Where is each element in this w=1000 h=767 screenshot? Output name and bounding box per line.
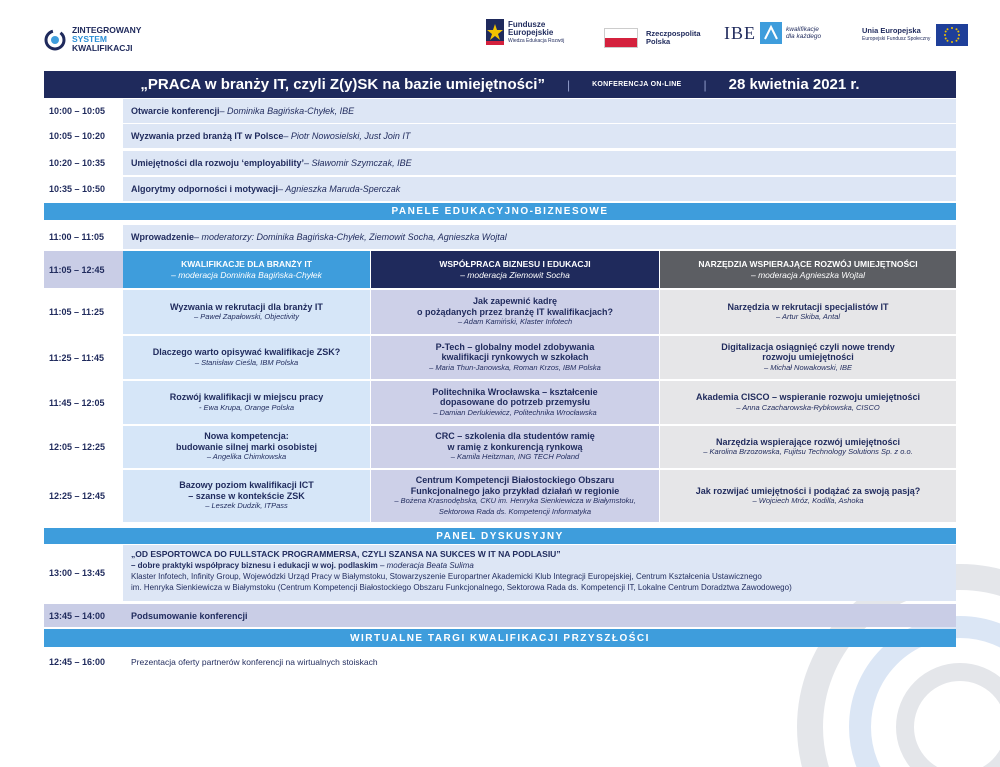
ibe-tag1: kwalifikacje xyxy=(786,25,819,33)
discussion-subtitle: – dobre praktyki współpracy biznesu i edukacji w woj. podlaskim xyxy=(131,561,378,570)
agenda-item xyxy=(123,99,956,123)
panel-row-time: 12:05 – 12:25 xyxy=(49,442,106,452)
session-title: Jak zapewnić kadrę o pożądanych przez branżę IT kwalifikacjach? xyxy=(416,296,614,317)
title-bar xyxy=(44,71,956,98)
discussion-title: „OD ESPORTOWCA DO FULLSTACK PROGRAMMERSA, CZYLI SZANSA NA SUKCES W IT NA PODLASIU” xyxy=(131,549,561,559)
session-title: Wyzwania w rekrutacji dla branży IT xyxy=(170,301,323,312)
section-header-discussion: PANEL DYSKUSYJNY xyxy=(44,528,956,544)
rp-line2: Polska xyxy=(646,37,671,46)
agenda-time: 10:35 – 10:50 xyxy=(49,184,106,194)
agenda-speaker: – Dominika Bagińska-Chyłek, IBE xyxy=(219,106,355,116)
panel-session xyxy=(123,336,370,379)
panel-session xyxy=(660,426,956,468)
agenda-title: Umiejętności dla rozwoju ‘employability’ xyxy=(131,158,305,168)
panel-column-moderator: – moderacja Ziemowit Socha xyxy=(460,269,570,280)
discussion-time: 13:00 – 13:45 xyxy=(49,568,106,578)
fundusze-europejskie-logo xyxy=(486,19,564,45)
agenda-time: 10:20 – 10:35 xyxy=(49,158,106,168)
session-speaker: – Artur Skiba, Antal xyxy=(775,312,841,321)
session-speaker: – Paweł Zapałowski, Objectivity xyxy=(193,312,300,321)
ue-sub: Europejski Fundusz Społeczny xyxy=(862,36,931,42)
session-speaker: – Karolina Brzozowska, Fujitsu Technology Solutions Sp. z o.o. xyxy=(703,447,913,456)
session-title: CRC – szkolenia dla studentów ramię w ramię z konkurencją rynkową xyxy=(435,431,595,452)
session-title: Akademia CISCO – wspieranie rozwoju umiejętności xyxy=(695,392,921,402)
fair-item: Prezentacja oferty partnerów konferencji na wirtualnych stoiskach xyxy=(131,657,378,667)
summary-time: 13:45 – 14:00 xyxy=(44,604,123,627)
fe-sub: Wiedza Edukacja Rozwój xyxy=(508,37,565,44)
session-speaker: – Angelika Chimkowska xyxy=(206,452,287,462)
session-speaker: – Damian Derlukiewicz, Politechnika Wrocławska xyxy=(433,407,597,417)
session-title: Dlaczego warto opisywać kwalifikacje ZSK? xyxy=(152,347,341,357)
ue-line1: Unia Europejska xyxy=(862,26,921,35)
panel-column-header xyxy=(660,251,956,288)
panel-session xyxy=(660,290,956,334)
conference-title: „PRACA w branży IT, czyli Z(y)SK na bazie umiejętności” xyxy=(140,76,545,93)
agenda-speaker: – Sławomir Szymczak, IBE xyxy=(304,158,412,168)
zsk-logo xyxy=(44,26,141,53)
session-title: Centrum Kompetencji Białostockiego Obszaru Funkcjonalnego jako przykład działań w regionie xyxy=(410,475,620,496)
panel-column-moderator: – moderacja Dominika Bagińska-Chyłek xyxy=(171,269,322,280)
conference-mode: KONFERENCJA ON-LINE xyxy=(592,81,682,88)
agenda-title: Otwarcie konferencji xyxy=(131,106,220,116)
session-speaker: – Michał Nowakowski, IBE xyxy=(764,362,852,372)
ibe-tag2: dla każdego xyxy=(786,33,822,40)
intro-title: Wprowadzenie xyxy=(131,232,195,242)
agenda-title: Wyzwania przed branżą IT w Polsce xyxy=(131,131,284,141)
unia-europejska-logo xyxy=(862,24,968,46)
fe-star-icon xyxy=(486,19,504,45)
zsk-ring-icon xyxy=(44,29,66,51)
ibe-name: IBE xyxy=(724,22,756,43)
agenda-item xyxy=(123,177,956,201)
panel-time: 11:05 – 12:45 xyxy=(44,251,123,288)
discussion-participants: Klaster Infotech, Infinity Group, Wojewódzki Urząd Pracy w Białymstoku, Stowarzyszenie Europartner Akademicki Klub Integracji Europejskiej, Centrum Kształcenia Ustawicznego xyxy=(131,572,762,581)
panel-column-header xyxy=(123,251,370,288)
panel-session xyxy=(371,336,659,379)
session-speaker: – Stanisław Cieśla, IBM Polska xyxy=(194,357,299,367)
conference-date: 28 kwietnia 2021 r. xyxy=(728,76,860,93)
agenda-speaker: – Piotr Nowosielski, Just Join IT xyxy=(283,131,411,141)
panel-session xyxy=(660,381,956,424)
panel-column-title: NARZĘDZIA WSPIERAJĄCE ROZWÓJ UMIEJĘTNOŚCI xyxy=(698,258,918,269)
agenda-speaker: – Agnieszka Maruda-Sperczak xyxy=(278,184,401,194)
panel-column-moderator: – moderacja Agnieszka Wojtal xyxy=(750,269,865,280)
title-separator: | xyxy=(566,77,571,92)
session-speaker: – Wojciech Mróz, Kodilla, Ashoka xyxy=(752,496,864,505)
session-title: Narzędzia w rekrutacji specjalistów IT xyxy=(727,301,889,312)
panel-row-time: 11:45 – 12:05 xyxy=(49,397,105,408)
intro-time: 11:00 – 11:05 xyxy=(49,232,105,242)
panel-column-header xyxy=(371,251,659,288)
session-speaker: – Leszek Dudzik, ITPass xyxy=(205,501,288,511)
session-speaker: – Anna Czacharowska-Rybkowska, CISCO xyxy=(736,402,880,412)
panel-session xyxy=(660,336,956,379)
session-speaker: – Maria Thun-Janowska, Roman Krzos, IBM Polska xyxy=(429,362,601,372)
panel-row-time: 11:05 – 11:25 xyxy=(49,307,105,317)
intro-item xyxy=(123,225,956,249)
panel-row-time: 12:25 – 12:45 xyxy=(49,491,106,501)
rzeczpospolita-logo xyxy=(604,28,701,48)
fair-time: 12:45 – 16:00 xyxy=(49,657,106,667)
panel-session xyxy=(371,470,659,522)
discussion-moderator: – moderacja Beata Sulima xyxy=(377,561,474,570)
intro-speaker: – moderatorzy: Dominika Bagińska-Chyłek, Ziemowit Socha, Agnieszka Wojtal xyxy=(194,232,507,242)
session-title: Politechnika Wrocławska – kształcenie dopasowane do potrzeb przemysłu xyxy=(432,386,598,408)
panel-column-title: WSPÓŁPRACA BIZNESU I EDUKACJI xyxy=(439,258,591,269)
summary-item xyxy=(123,604,956,627)
panel-session xyxy=(371,290,659,334)
ibe-figure-icon xyxy=(760,22,782,44)
panel-session xyxy=(123,426,370,468)
panel-column-title: KWALIFIKACJE DLA BRANŻY IT xyxy=(181,258,312,269)
panel-session xyxy=(371,426,659,468)
agenda-item xyxy=(123,124,956,148)
session-speaker: – Kamila Heitzman, ING TECH Poland xyxy=(450,452,580,462)
agenda-time: 10:05 – 10:20 xyxy=(49,131,106,141)
panel-session xyxy=(123,470,370,522)
section-header-fair: WIRTUALNE TARGI KWALIFIKACJI PRZYSZŁOŚCI xyxy=(44,629,956,647)
zsk-line2: SYSTEM xyxy=(72,34,107,44)
poland-flag-icon xyxy=(604,28,638,48)
zsk-line3: KWALIFIKACJI xyxy=(72,43,133,53)
panel-session xyxy=(371,381,659,424)
session-title: Digitalizacja osiągnięć czyli nowe trendy rozwoju umiejętności xyxy=(721,341,895,363)
rp-line1: Rzeczpospolita xyxy=(646,28,701,38)
eu-flag-icon xyxy=(936,24,968,46)
session-title: Jak rozwijać umiejętności i podążać za swoją pasją? xyxy=(695,485,921,496)
title-separator: | xyxy=(703,77,707,92)
zsk-line1: ZINTEGROWANY xyxy=(72,25,142,35)
session-title: Narzędzia wspierające rozwój umiejętności xyxy=(715,436,901,447)
session-speaker: - Ewa Krupa, Orange Polska xyxy=(198,402,295,412)
panel-session xyxy=(123,381,370,424)
panel-session xyxy=(660,470,956,522)
session-title: Bazowy poziom kwalifikacji ICT – szanse w kontekście ZSK xyxy=(179,480,314,501)
ibe-logo xyxy=(724,22,821,44)
session-title: Nowa kompetencja: budowanie silnej marki osobistej xyxy=(175,431,318,452)
fe-line2: Europejskie xyxy=(508,28,554,37)
discussion-participants: im. Henryka Sienkiewicza w Białymstoku (Centrum Kompetencji Białostockiego Obszaru Funkcjonalnego, Sektorowa Rada ds. Kompetencji IT, Lokalne Centrum Doradztwa Zawodowego) xyxy=(131,583,792,592)
agenda-item xyxy=(123,151,956,175)
fe-line1: Fundusze xyxy=(508,19,546,29)
session-speaker: – Bożena Krasnodębska, CKU im. Henryka Sienkiewicza w Białymstoku, Sektorowa Rada ds. Kompetencji Informatyka xyxy=(394,496,636,516)
discussion-item xyxy=(123,545,956,601)
panel-row-time: 11:25 – 11:45 xyxy=(49,352,105,363)
summary-title: Podsumowanie konferencji xyxy=(131,610,248,621)
section-header-panels: PANELE EDUKACYJNO-BIZNESOWE xyxy=(44,203,956,220)
agenda-time: 10:00 – 10:05 xyxy=(49,106,106,116)
session-title: P-Tech – globalny model zdobywania kwalifikacji rynkowych w szkołach xyxy=(435,341,595,363)
agenda-title: Algorytmy odporności i motywacji xyxy=(131,184,279,194)
session-title: Rozwój kwalifikacji w miejscu pracy xyxy=(169,392,324,402)
session-speaker: – Adam Kamiński, Klaster Infotech xyxy=(457,317,573,327)
panel-session xyxy=(123,290,370,334)
